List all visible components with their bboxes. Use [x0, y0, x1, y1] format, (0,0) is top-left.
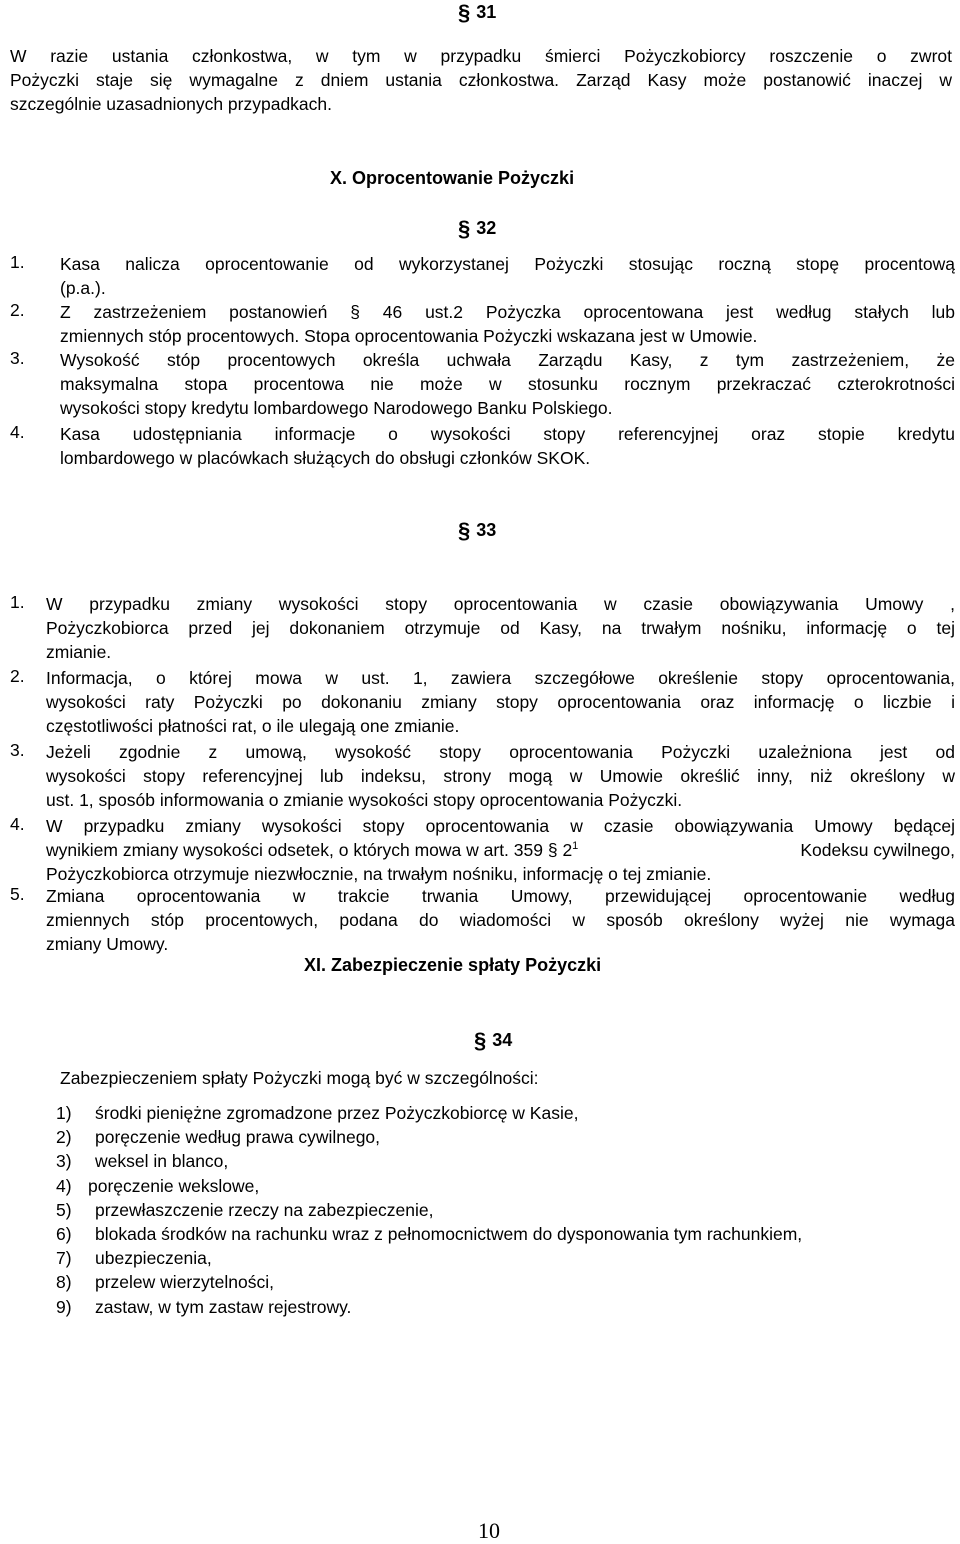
- paragraph-number: 31: [476, 2, 497, 22]
- list-number: 3.: [10, 348, 25, 368]
- list-number: 1.: [10, 592, 25, 612]
- paragraph-32-heading: [458, 216, 496, 242]
- list-number: 9): [56, 1296, 72, 1317]
- list-item-text: [46, 740, 955, 812]
- text-line: zmiennych stóp procentowych. Stopa oprocentowania Pożyczki wskazana jest w Umowie.: [60, 326, 758, 346]
- list-item-text: [46, 666, 955, 738]
- list-item-text: weksel in blanco,: [95, 1151, 229, 1172]
- paragraph-31-text: [10, 44, 952, 116]
- list-item-text: blokada środków na rachunku wraz z pełnomocnictwem do dysponowania tym rachunkiem,: [95, 1224, 803, 1244]
- text-line: Pożyczkobiorca przed jej dokonaniem otrzymuje od Kasy, na trwałym nośniku, informację o tej: [46, 618, 955, 638]
- list-item-text: poręczenie według prawa cywilnego,: [95, 1127, 381, 1148]
- text-line: (p.a.).: [60, 278, 106, 298]
- list-item-text: [60, 422, 955, 470]
- text-with-superscript: [46, 838, 578, 862]
- list-number: 4): [56, 1175, 72, 1196]
- text-line: [46, 838, 955, 862]
- list-item-text: [46, 884, 955, 956]
- list-number: 1): [56, 1103, 72, 1123]
- text-line: Kasa udostępniania informacje o wysokości stopy referencyjnej oraz stopie kredytu: [60, 424, 955, 444]
- list-number: 2.: [10, 300, 25, 320]
- page-number: 10: [478, 1518, 500, 1543]
- list-number: 6): [56, 1224, 72, 1244]
- list-item-text: środki pieniężne zgromadzone przez Pożyczkobiorcę w Kasie,: [95, 1103, 579, 1123]
- text-segment: wynikiem zmiany wysokości odsetek, o których mowa w art. 359 § 2: [46, 840, 573, 860]
- list-item-text: [46, 814, 955, 886]
- list-item-text: poręczenie wekslowe,: [88, 1175, 260, 1196]
- text-line: lombardowego w placówkach służących do obsługi członków SKOK.: [60, 448, 591, 468]
- text-line: Zmiana oprocentowania w trakcie trwania Umowy, przewidującej oprocentowanie według: [46, 886, 955, 906]
- paragraph-33-heading: [458, 518, 496, 544]
- list-number: 5): [56, 1199, 72, 1220]
- text-line: Jeżeli zgodnie z umową, wysokość stopy oprocentowania Pożyczki uzależniona jest od: [46, 742, 955, 762]
- text-line: wysokości raty Pożyczki po dokonaniu zmiany stopy oprocentowania oraz informację o liczbie i: [46, 692, 955, 712]
- chapter-xi-title: XI. Zabezpieczenie spłaty Pożyczki: [304, 955, 602, 975]
- section-symbol: §: [458, 518, 471, 543]
- list-item-text: [60, 348, 955, 420]
- text-line: maksymalna stopa procentowa nie może w stosunku rocznym przekraczać czterokrotności: [60, 374, 955, 394]
- section-symbol: §: [458, 216, 471, 241]
- text-line: W przypadku zmiany wysokości stopy oprocentowania w czasie obowiązywania Umowy ,: [46, 594, 955, 614]
- text-line: W przypadku zmiany wysokości stopy oprocentowania w czasie obowiązywania Umowy będącej: [46, 816, 955, 836]
- text-line: ust. 1, sposób informowania o zmianie wysokości stopy oprocentowania Pożyczki.: [46, 790, 683, 810]
- text-line: W razie ustania członkostwa, w tym w przypadku śmierci Pożyczkobiorcy roszczenie o zwrot: [10, 46, 952, 66]
- list-number: 3): [56, 1151, 72, 1172]
- list-item-text: [60, 300, 955, 348]
- paragraph-31-heading: [458, 0, 496, 26]
- paragraph-34-heading: [474, 1028, 512, 1054]
- text-line: Pożyczkobiorca otrzymuje niezwłocznie, na trwałym nośniku, informację o tej zmianie.: [46, 864, 712, 884]
- text-line: Kasa nalicza oprocentowanie od wykorzystanej Pożyczki stosując roczną stopę procentową: [60, 254, 955, 274]
- list-item-text: zastaw, w tym zastaw rejestrowy.: [95, 1296, 352, 1317]
- text-line: Informacja, o której mowa w ust. 1, zawiera szczegółowe określenie stopy oprocentowania,: [46, 668, 955, 688]
- text-line: zmiennych stóp procentowych, podana do wiadomości w sposób określony wyżej nie wymaga: [46, 910, 955, 930]
- chapter-x-title: X. Oprocentowanie Pożyczki: [330, 168, 575, 188]
- list-number: 3.: [10, 740, 25, 760]
- paragraph-number: 32: [476, 218, 497, 238]
- superscript: 1: [572, 840, 579, 852]
- list-item-text: ubezpieczenia,: [95, 1248, 212, 1269]
- list-number: 4.: [10, 422, 25, 442]
- list-number: 2): [56, 1127, 72, 1148]
- list-number: 1.: [10, 252, 25, 272]
- paragraph-number: 34: [492, 1030, 513, 1050]
- text-segment: Kodeksu cywilnego,: [800, 840, 955, 860]
- list-number: 7): [56, 1248, 72, 1269]
- paragraph-34-intro: Zabezpieczeniem spłaty Pożyczki mogą być w szczególności:: [60, 1068, 539, 1088]
- list-item-text: przewłaszczenie rzeczy na zabezpieczenie,: [95, 1199, 434, 1220]
- list-item-text: [46, 592, 955, 664]
- text-line: zmiany Umowy.: [46, 934, 169, 954]
- list-number: 2.: [10, 666, 25, 686]
- list-item-text: przelew wierzytelności,: [95, 1272, 274, 1293]
- list-number: 4.: [10, 814, 25, 834]
- paragraph-number: 33: [476, 520, 497, 540]
- text-line: wysokości stopy kredytu lombardowego Narodowego Banku Polskiego.: [60, 398, 613, 418]
- text-line: Z zastrzeżeniem postanowień § 46 ust.2 Pożyczka oprocentowana jest według stałych lub: [60, 302, 955, 322]
- text-line: Pożyczki staje się wymagalne z dniem ustania członkostwa. Zarząd Kasy może postanowić inaczej w: [10, 70, 952, 90]
- text-line: częstotliwości płatności rat, o ile ulegają one zmianie.: [46, 716, 460, 736]
- list-number: 5.: [10, 884, 25, 904]
- section-symbol: §: [458, 0, 471, 25]
- text-line: wysokości stopy referencyjnej lub indeksu, strony mogą w Umowie określić inny, niż określony w: [46, 766, 955, 786]
- text-line: szczególnie uzasadnionych przypadkach.: [10, 94, 332, 114]
- text-line: Wysokość stóp procentowych określa uchwała Zarządu Kasy, z tym zastrzeżeniem, że: [60, 350, 955, 370]
- list-number: 8): [56, 1272, 72, 1293]
- text-line: zmianie.: [46, 642, 112, 662]
- list-item-text: [60, 252, 955, 300]
- section-symbol: §: [474, 1028, 487, 1053]
